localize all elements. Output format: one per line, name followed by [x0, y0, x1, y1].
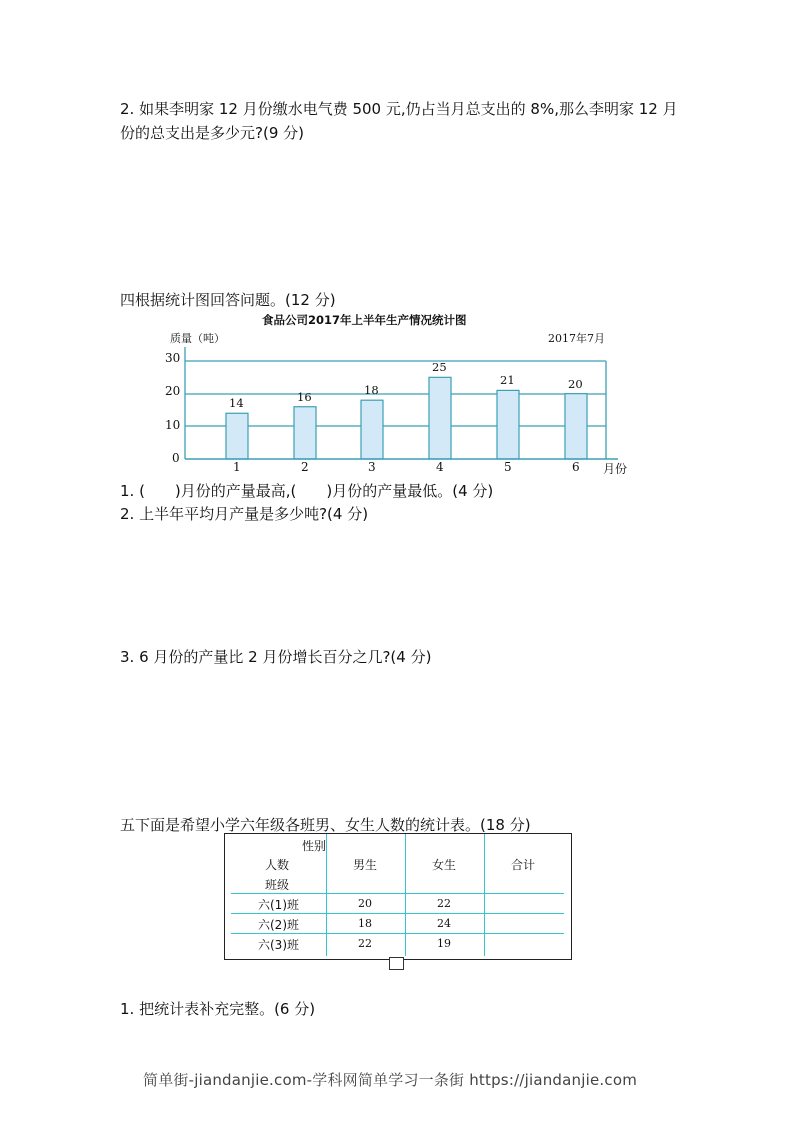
- question-4-2: 2. 上半年平均月产量是多少吨?(4 分): [120, 505, 369, 523]
- bar-month-3: [361, 400, 383, 459]
- row-1-boys: 20: [358, 897, 372, 910]
- bar-value-label: 25: [432, 360, 447, 375]
- row-3-boys: 22: [358, 937, 372, 950]
- question-5-1: 1. 把统计表补充完整。(6 分): [120, 1000, 316, 1018]
- statistics-table-frame: [224, 833, 572, 960]
- bar-value-label: 21: [500, 373, 515, 388]
- row-divider-3: [231, 933, 564, 934]
- y-tick-20: 20: [165, 384, 181, 398]
- row-3-total-cell[interactable]: [487, 936, 561, 952]
- question-4-1: 1. ( )月份的产量最高,( )月份的产量最低。(4 分): [120, 482, 494, 500]
- x-tick-5: 5: [504, 460, 512, 474]
- corner-gender-label: 性别: [302, 839, 327, 853]
- row-2-boys: 18: [358, 917, 372, 930]
- section-4-heading: 四根据统计图回答问题。(12 分): [120, 291, 336, 309]
- footer-watermark: 简单街-jiandanjie.com-学科网简单学习一条街 https://jiandanjie.com: [143, 1071, 638, 1089]
- y-tick-30: 30: [165, 351, 181, 365]
- x-tick-1: 1: [233, 460, 241, 474]
- row-1-girls: 22: [437, 897, 451, 910]
- col-divider-2: [405, 834, 406, 956]
- question-2-line-2: 份的总支出是多少元?(9 分): [120, 124, 304, 142]
- y-tick-0: 0: [172, 451, 180, 465]
- col-divider-1: [326, 834, 327, 956]
- row-2-total-cell[interactable]: [487, 916, 561, 932]
- chart-date: 2017年7月: [548, 332, 605, 345]
- x-axis-label: 月份: [603, 462, 628, 476]
- bar-chart: [0, 0, 793, 480]
- bar-value-label: 18: [364, 383, 379, 398]
- bar-value-label: 20: [568, 376, 583, 391]
- row-divider-1: [231, 893, 564, 894]
- row-2-girls: 24: [437, 917, 451, 930]
- bar-month-1: [226, 413, 248, 459]
- bar-month-6: [565, 394, 587, 459]
- question-4-3: 3. 6 月份的产量比 2 月份增长百分之几?(4 分): [120, 648, 432, 666]
- bars: [226, 377, 587, 459]
- row-1-class: 六(1)班: [258, 898, 299, 912]
- corner-count-label: 人数: [265, 858, 290, 872]
- chart-title: 食品公司2017年上半年生产情况统计图: [262, 313, 467, 327]
- row-divider-2: [231, 913, 564, 914]
- row-3-girls: 19: [437, 937, 451, 950]
- table-anchor-handle[interactable]: [389, 957, 404, 970]
- bar-value-label: 14: [229, 396, 244, 411]
- x-tick-4: 4: [436, 460, 444, 474]
- x-tick-2: 2: [301, 460, 309, 474]
- x-tick-6: 6: [572, 460, 580, 474]
- header-girls: 女生: [432, 858, 457, 872]
- bar-month-2: [294, 407, 316, 459]
- header-total: 合计: [511, 858, 536, 872]
- row-3-class: 六(3)班: [258, 938, 299, 952]
- bar-value-label: 16: [297, 389, 312, 404]
- bar-month-5: [497, 390, 519, 459]
- header-boys: 男生: [353, 858, 378, 872]
- col-divider-3: [484, 834, 485, 956]
- x-tick-3: 3: [368, 460, 376, 474]
- question-2-line-1: 2. 如果李明家 12 月份缴水电气费 500 元,仍占当月总支出的 8%,那么李明家 12 月: [120, 100, 678, 118]
- bar-month-4: [429, 377, 451, 459]
- y-tick-10: 10: [165, 418, 181, 432]
- corner-class-label: 班级: [265, 878, 290, 892]
- y-axis-label: 质量（吨）: [170, 332, 225, 345]
- row-1-total-cell[interactable]: [487, 896, 561, 912]
- section-5-heading: 五下面是希望小学六年级各班男、女生人数的统计表。(18 分): [120, 816, 531, 834]
- row-2-class: 六(2)班: [258, 918, 299, 932]
